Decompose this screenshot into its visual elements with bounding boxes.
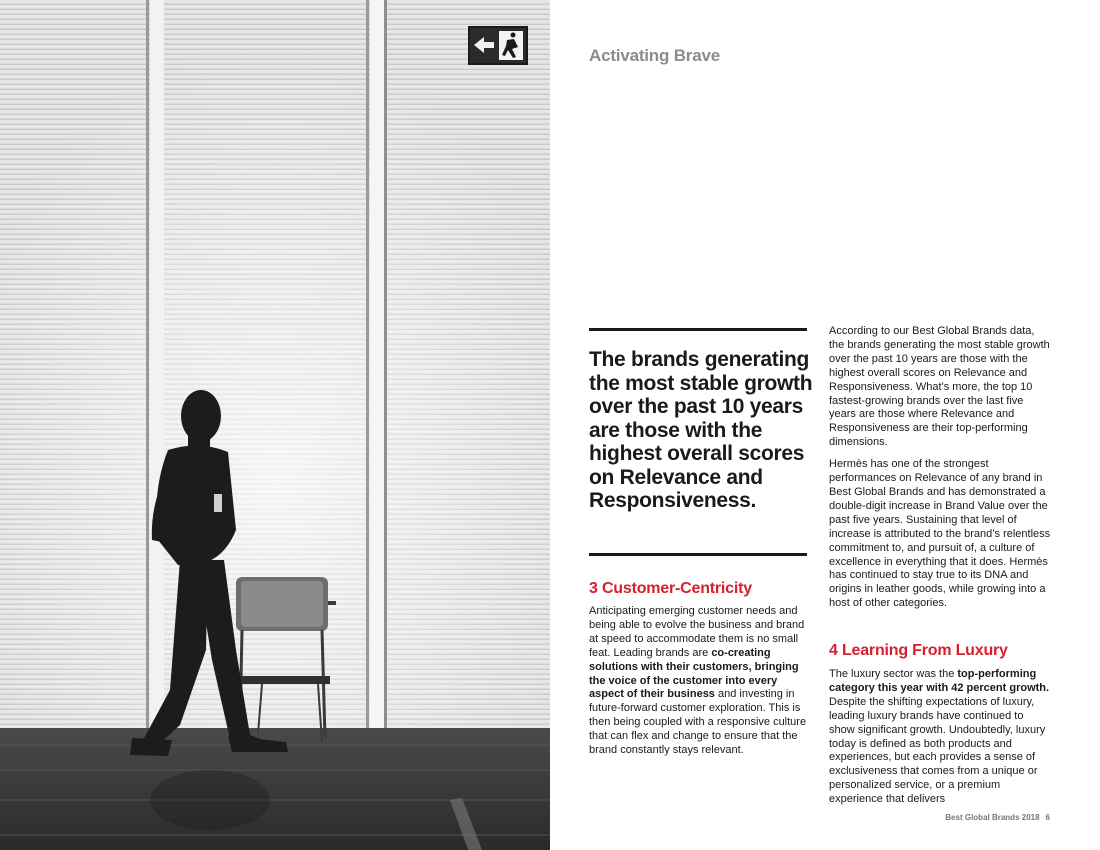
customer-centricity-text-2: and investing in future-forward customer exploration. This is then being coupled with a responsive culture that can flex and change to ensure that the brand constantly stays relevant. [589,688,807,757]
top-divider [589,328,807,331]
luxury-bold: top-performing category this year with 42 percent growth. [829,668,1050,694]
customer-centricity-heading: 3 Customer-Centricity [589,580,752,597]
luxury-body [829,668,1051,815]
section-label: Activating Brave [589,46,720,65]
pull-quote: The brands generating the most stable growth over the past 10 years are those with the highest overall scores on Relevance and Responsiveness. [589,348,813,512]
exit-sign-icon [468,26,528,65]
paragraph-hermes: Hermès has one of the strongest performances on Relevance of any brand in Best Global Brands and has demonstrated a double-digit increase in Brand Value over the past five years. Sustaining that level of increase is attributed to the brand’s relentless commitment to, and pursuit of, a culture of excellence in everything that it does. Hermès has continued to stay true to its DNA and origins in leather goods, while growing into a host of other categories. [829,458,1051,610]
customer-centricity-body [589,605,811,766]
luxury-heading: 4 Learning From Luxury [829,642,1008,659]
page-footer [900,813,1050,822]
paragraph-relevance: According to our Best Global Brands data, the brands generating the most stable growth over the past 10 years are those with the highest overall scores on Relevance and Responsiveness. What’s more, the top 10 fastest-growing brands over the last five years are those where Relevance and Responsiveness are their top-performing dimensions. [829,325,1050,449]
footer-publication: Best Global Brands 2018 [945,813,1040,822]
luxury-text-1: The luxury sector was the [829,668,958,680]
customer-centricity-text-1: Anticipating emerging customer needs and being able to evolve the business and brand at speed to accommodate them is no small feat. Leading brands are [589,605,805,659]
page-number: 6 [1045,813,1050,822]
customer-centricity-bold: co-creating solutions with their customers, bringing the voice of the customer into every aspect of their business [589,646,799,701]
bottom-divider [589,553,807,556]
luxury-text-2: Despite the shifting expectations of luxury, leading luxury brands have continued to show significant growth. Undoubtedly, luxury today is defined as both products and experiences, but each provides a sense of exclusiveness that comes from a unique or personalized service, or a premium experience that delivers [829,695,1046,806]
right-column-body [829,325,1051,619]
